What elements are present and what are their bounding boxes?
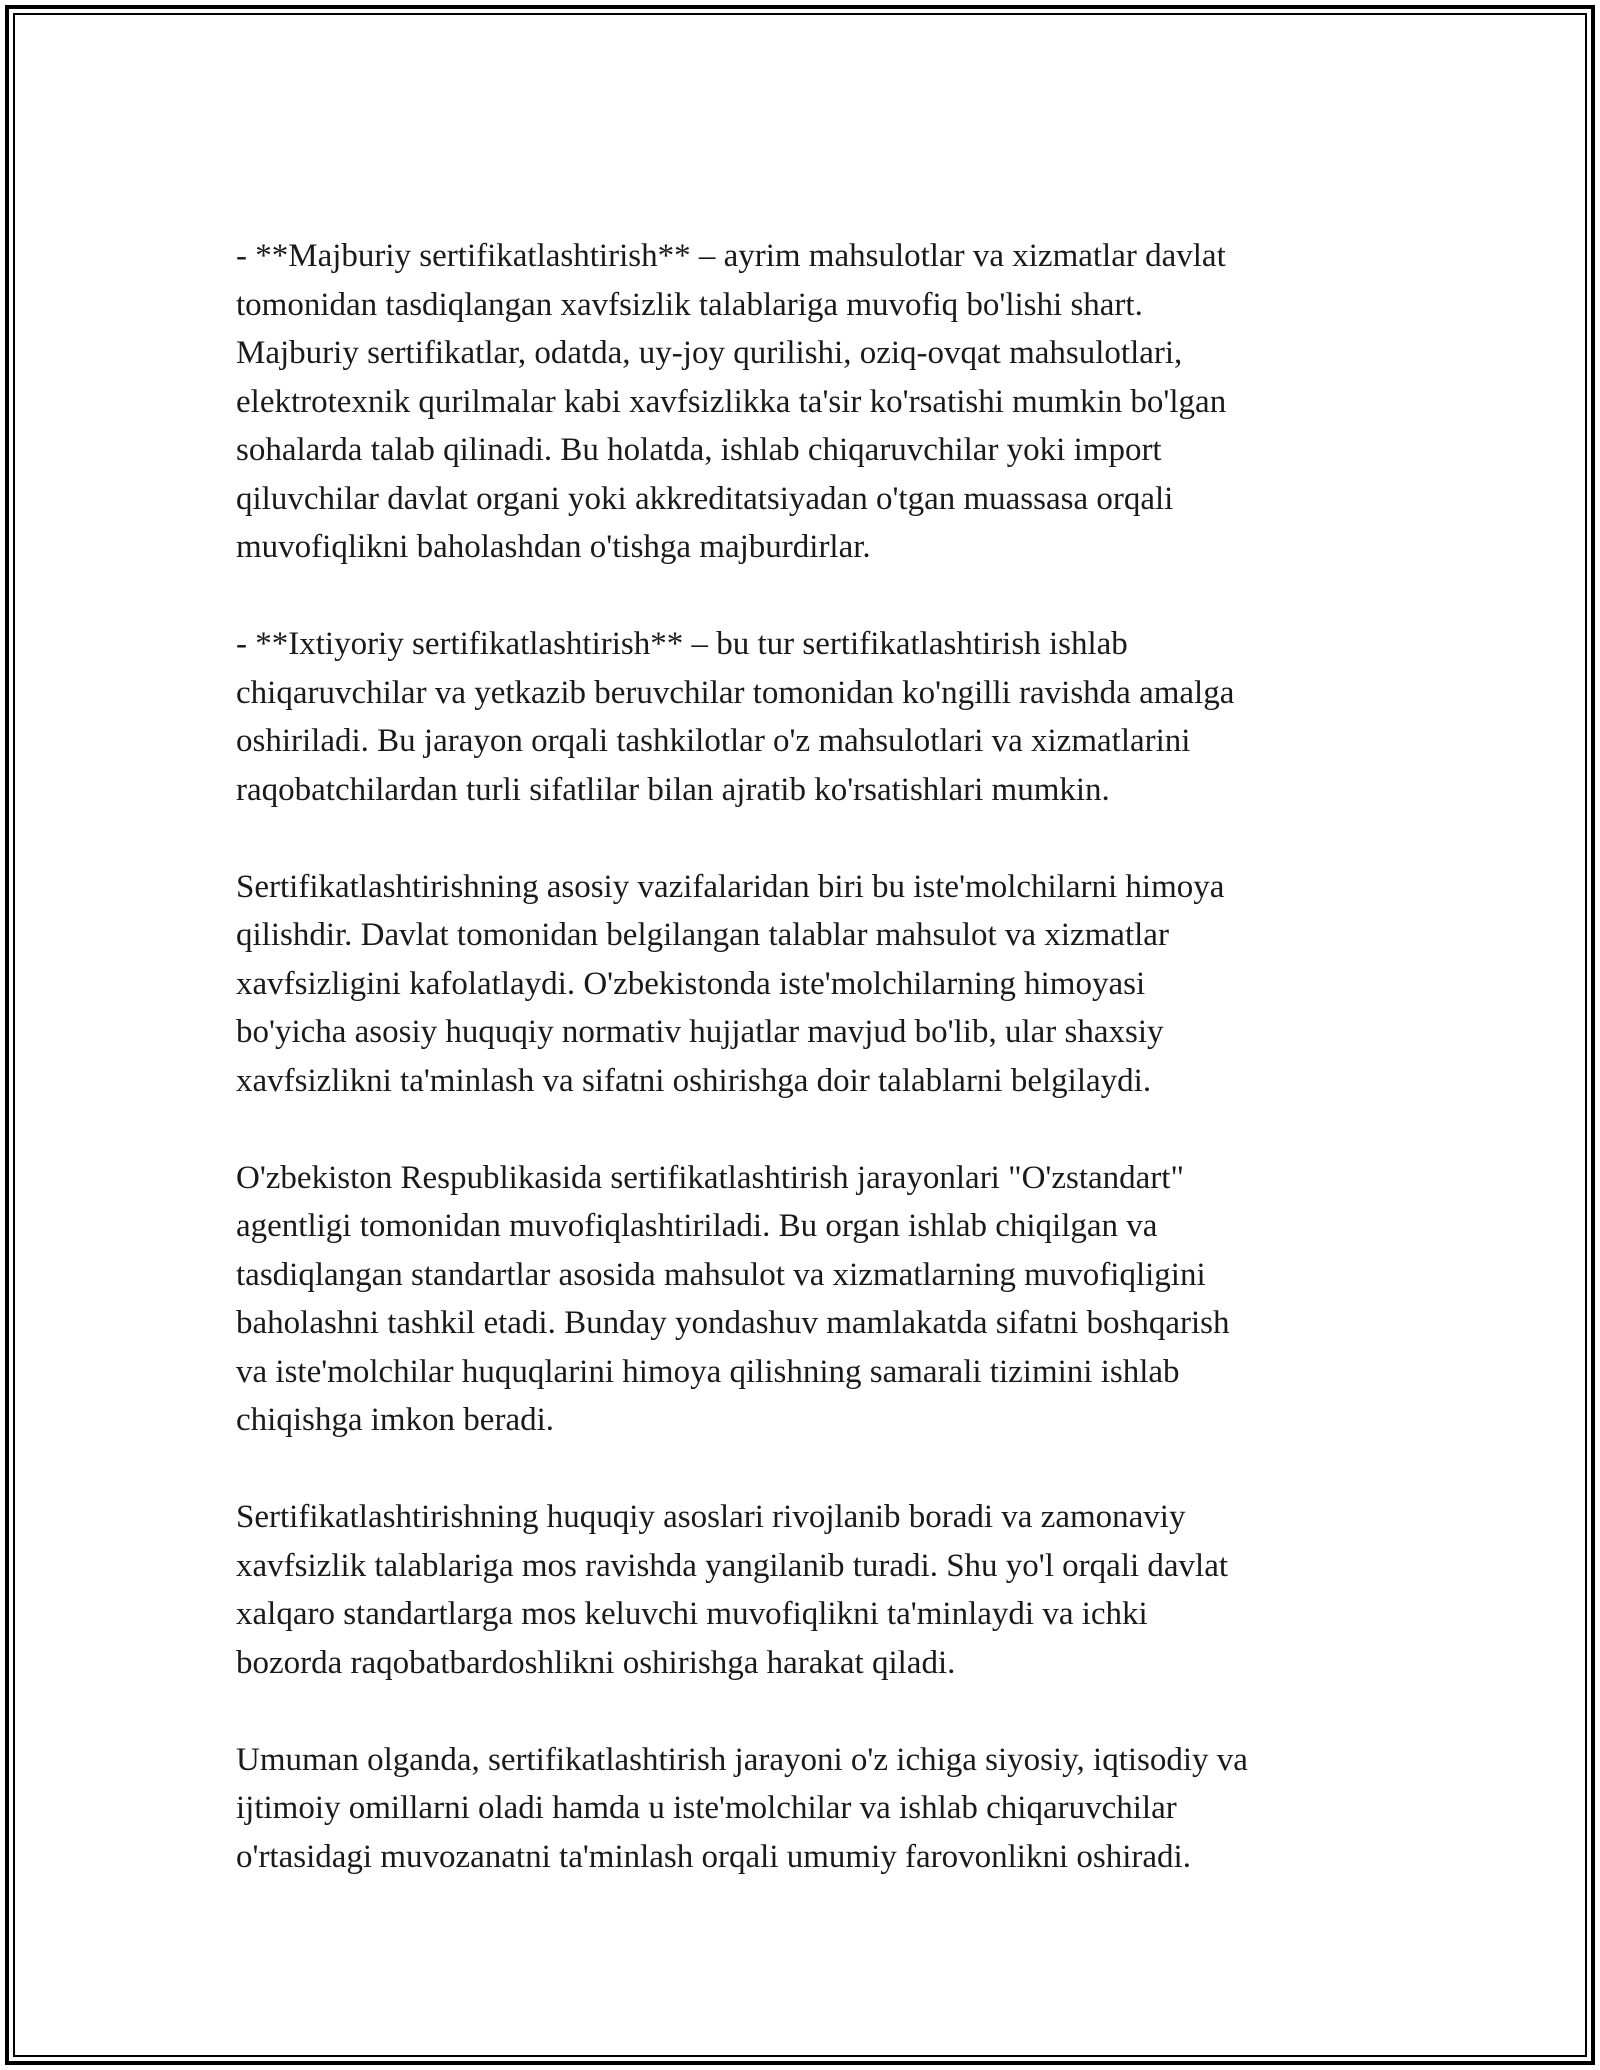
text-line: va iste'molchilar huquqlarini himoya qilishning samarali tizimini ishlab: [236, 1353, 1180, 1390]
text-line: agentligi tomonidan muvofiqlashtiriladi. Bu organ ishlab chiqilgan va: [236, 1208, 1158, 1244]
text-line: - **Majburiy sertifikatlashtirish** – ayrim mahsulotlar va xizmatlar davlat: [236, 238, 1226, 274]
text-line: qiluvchilar davlat organi yoki akkreditatsiyadan o'tgan muassasa orqali: [236, 480, 1174, 517]
text-line: oshiriladi. Bu jarayon orqali tashkilotlar o'z mahsulotlari va xizmatlarini: [236, 723, 1191, 759]
text-line: ijtimoiy omillarni oladi hamda u iste'molchilar va ishlab chiqaruvchilar: [236, 1790, 1177, 1826]
text-line: xalqaro standartlarga mos keluvchi muvofiqlikni ta'minlaydi va ichki: [236, 1596, 1148, 1632]
paragraph-conclusion: [236, 1736, 1386, 1882]
text-line: raqobatchilardan turli sifatlilar bilan ajratib ko'rsatishlari mumkin.: [236, 771, 1110, 808]
text-line: bo'yicha asosiy huquqiy normativ hujjatlar mavjud bo'lib, ular shaxsiy: [236, 1014, 1164, 1050]
text-line: sohalarda talab qilinadi. Bu holatda, ishlab chiqaruvchilar yoki import: [236, 432, 1162, 468]
document-body: [236, 232, 1386, 1930]
text-line: tasdiqlangan standartlar asosida mahsulot va xizmatlarning muvofiqligini: [236, 1256, 1206, 1293]
text-line: baholashni tashkil etadi. Bunday yondashuv mamlakatda sifatni boshqarish: [236, 1305, 1230, 1341]
text-line: o'rtasidagi muvozanatni ta'minlash orqali umumiy farovonlikni oshiradi.: [236, 1838, 1191, 1875]
text-line: qilishdir. Davlat tomonidan belgilangan talablar mahsulot va xizmatlar: [236, 917, 1169, 953]
text-line: xavfsizlik talablariga mos ravishda yangilanib turadi. Shu yo'l orqali davlat: [236, 1547, 1229, 1584]
paragraph-voluntary-certification: [236, 620, 1386, 814]
paragraph-mandatory-certification: [236, 232, 1386, 572]
text-line: O'zbekiston Respublikasida sertifikatlashtirish jarayonlari "O'zstandart": [236, 1159, 1184, 1196]
text-line: Sertifikatlashtirishning huquqiy asoslari rivojlanib boradi va zamonaviy: [236, 1499, 1186, 1535]
text-line: chiqishga imkon beradi.: [236, 1402, 555, 1438]
paragraph-uzstandart-agency: [236, 1154, 1386, 1445]
text-line: - **Ixtiyoriy sertifikatlashtirish** – bu tur sertifikatlashtirish ishlab: [236, 626, 1128, 662]
paragraph-legal-basis: [236, 1493, 1386, 1687]
text-line: xavfsizligini kafolatlaydi. O'zbekistonda iste'molchilarning himoyasi: [236, 965, 1146, 1002]
text-line: Umuman olganda, sertifikatlashtirish jarayoni o'z ichiga siyosiy, iqtisodiy va: [236, 1741, 1248, 1778]
text-line: Majburiy sertifikatlar, odatda, uy-joy qurilishi, oziq-ovqat mahsulotlari,: [236, 335, 1183, 371]
text-line: bozorda raqobatbardoshlikni oshirishga harakat qiladi.: [236, 1644, 956, 1681]
text-line: elektrotexnik qurilmalar kabi xavfsizlikka ta'sir ko'rsatishi mumkin bo'lgan: [236, 383, 1227, 420]
text-line: chiqaruvchilar va yetkazib beruvchilar tomonidan ko'ngilli ravishda amalga: [236, 674, 1235, 711]
paragraph-consumer-protection: [236, 863, 1386, 1106]
text-line: xavfsizlikni ta'minlash va sifatni oshirishga doir talablarni belgilaydi.: [236, 1062, 1152, 1099]
text-line: tomonidan tasdiqlangan xavfsizlik talablariga muvofiq bo'lishi shart.: [236, 286, 1143, 323]
text-line: Sertifikatlashtirishning asosiy vazifalaridan biri bu iste'molchilarni himoya: [236, 868, 1225, 905]
text-line: muvofiqlikni baholashdan o'tishga majburdirlar.: [236, 529, 871, 565]
